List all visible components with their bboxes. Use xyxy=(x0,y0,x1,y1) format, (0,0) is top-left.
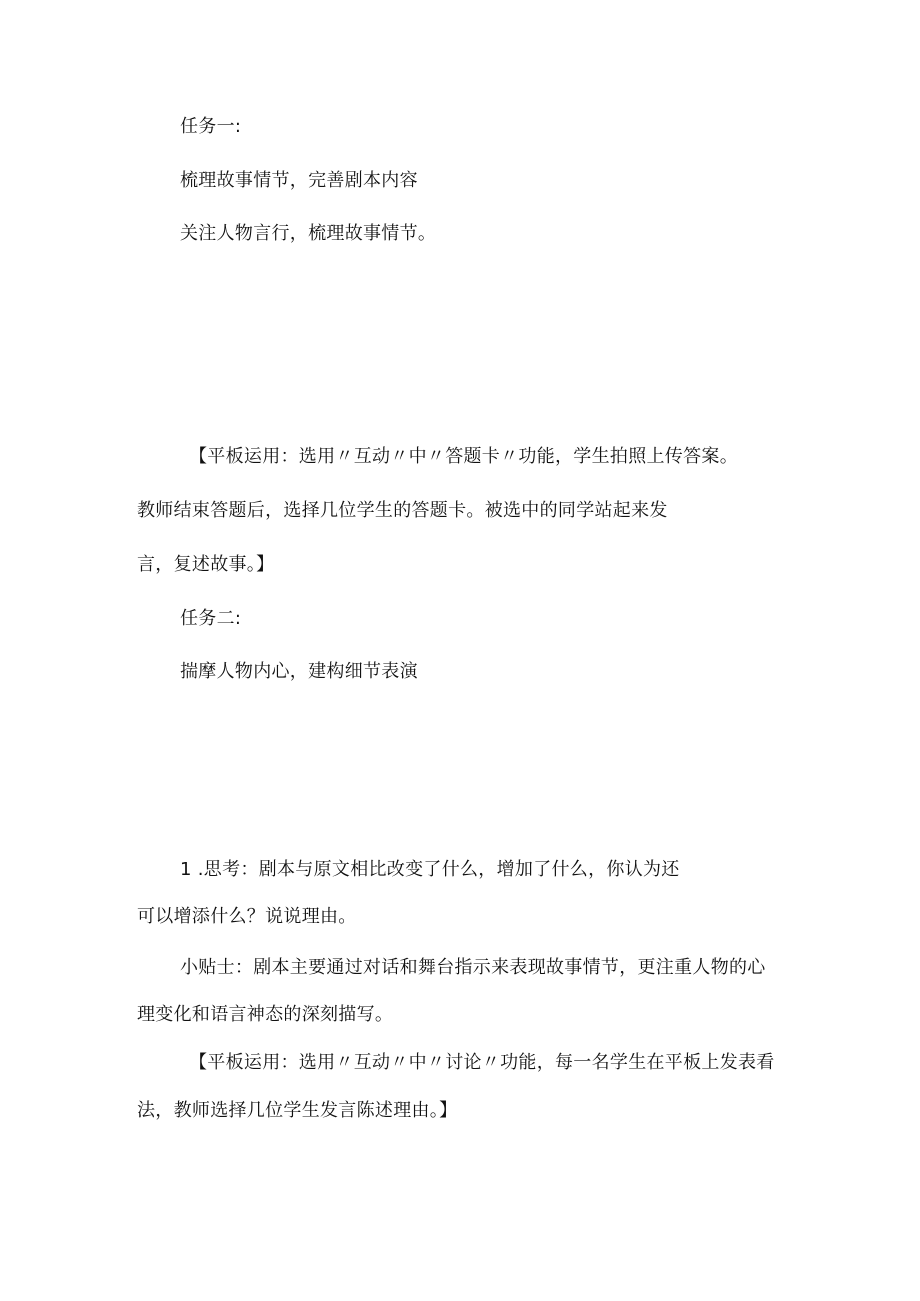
tablet-usage-note-1-line-3: 言，复述故事。】 xyxy=(137,554,275,575)
tip-line-2: 理变化和语言神态的深刻描写。 xyxy=(137,1004,394,1025)
tablet-usage-note-2-line-1: 【平板运用：选用〃互动〃中〃讨论〃功能，每一名学生在平板上发表看 xyxy=(189,1052,775,1073)
task-one-heading: 任务一: xyxy=(180,116,242,137)
tip-line-1: 小贴士：剧本主要通过对话和舞台指示来表现故事情节，更注重人物的心 xyxy=(180,957,766,978)
question-1-line-1: 1 .思考：剧本与原文相比改变了什么，增加了什么，你认为还 xyxy=(180,859,680,880)
task-one-title: 梳理故事情节，完善剧本内容 xyxy=(180,170,418,191)
tablet-usage-note-1-line-2: 教师结束答题后，选择几位学生的答题卡。被选中的同学站起来发 xyxy=(137,500,668,521)
tablet-usage-note-2-line-2: 法，教师选择几位学生发言陈述理由。】 xyxy=(137,1100,458,1121)
task-two-title: 揣摩人物内心，建构细节表演 xyxy=(180,661,418,682)
tablet-usage-note-1-line-1: 【平板运用：选用〃互动〃中〃答题卡〃功能，学生拍照上传答案。 xyxy=(189,446,738,467)
task-two-heading: 任务二: xyxy=(180,608,242,629)
question-1-line-2: 可以增添什么？说说理由。 xyxy=(137,906,357,927)
task-one-instruction: 关注人物言行，梳理故事情节。 xyxy=(180,223,437,244)
